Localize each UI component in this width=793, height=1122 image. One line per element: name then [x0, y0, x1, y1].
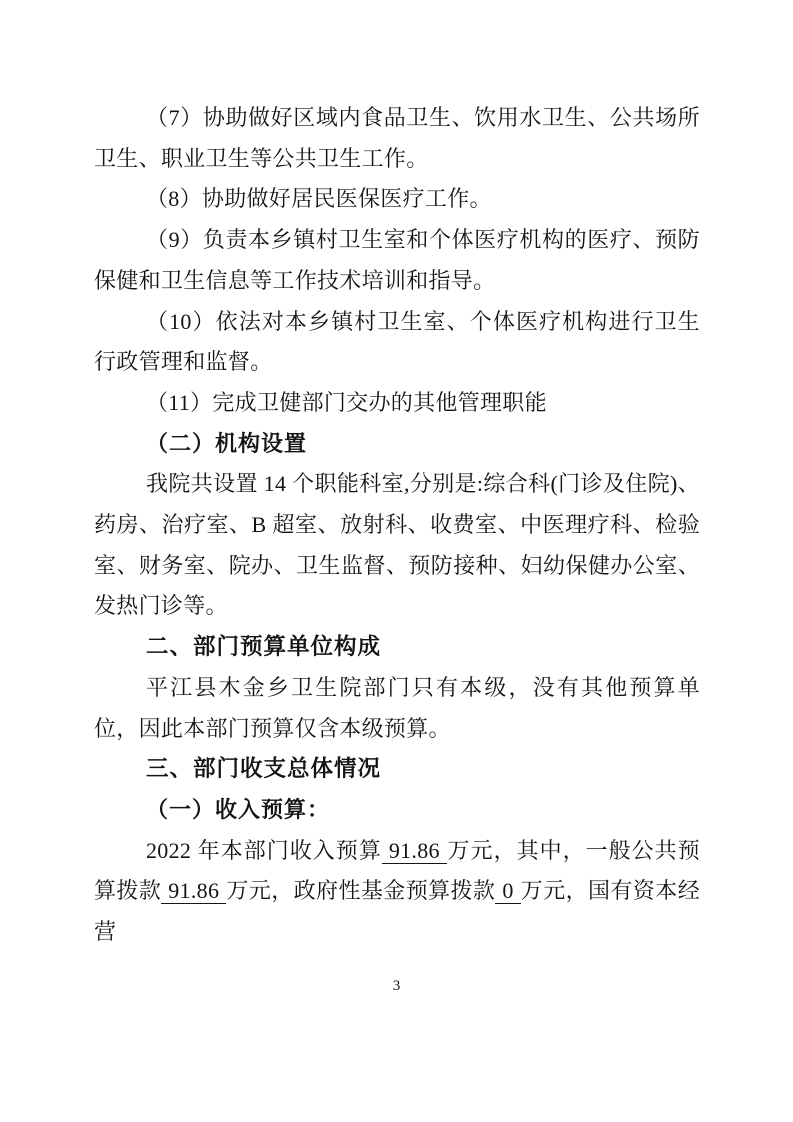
income-text-4: 万元，国有资本经营: [94, 878, 700, 945]
heading-section-3-overall: 三、部门收支总体情况: [146, 756, 382, 782]
heading-income-budget: （一）收入预算：: [146, 796, 331, 822]
paragraph-duty-8: （8）协助做好居民医保医疗工作。: [146, 186, 492, 212]
paragraph-duty-7: （7）协助做好区域内食品卫生、饮用水卫生、公共场所卫生、职业卫生等公共卫生工作。: [94, 105, 700, 171]
income-value-total: 91.86: [382, 838, 447, 864]
paragraph-duty-9: （9）负责本乡镇村卫生室和个体医疗机构的医疗、预防保健和卫生信息等工作技术培训和指导。: [94, 227, 700, 293]
paragraph-budget-units: 平江县木金乡卫生院部门只有本级，没有其他预算单位，因此本部门预算仅含本级预算。: [94, 674, 700, 741]
heading-org-setup: （二）机构设置: [146, 430, 308, 456]
income-text-3: 万元，政府性基金预算拨款: [226, 878, 496, 904]
heading-section-2-budget-units: 二、部门预算单位构成: [146, 634, 382, 660]
paragraph-org-setup: 我院共设置 14 个职能科室,分别是:综合科(门诊及住院)、药房、治疗室、B 超室、放射科、收费室、中医理疗科、检验室、财务室、院办、卫生监督、预防接种、妇幼保健办公室、发热门诊等。: [94, 471, 700, 619]
paragraph-income-budget: [94, 831, 700, 953]
paragraph-duty-10: （10）依法对本乡镇村卫生室、个体医疗机构进行卫生行政管理和监督。: [94, 308, 700, 375]
paragraph-duty-11: （11）完成卫健部门交办的其他管理职能: [146, 389, 547, 415]
income-value-public-budget: 91.86: [161, 878, 226, 904]
income-text-2: 万元，其中，一般公共预算拨款: [94, 837, 700, 904]
income-value-gov-fund: 0: [495, 878, 520, 904]
page-content: [94, 98, 700, 953]
income-text-1: 2022 年本部门收入预算: [146, 837, 382, 863]
page-number: 3: [392, 978, 401, 994]
